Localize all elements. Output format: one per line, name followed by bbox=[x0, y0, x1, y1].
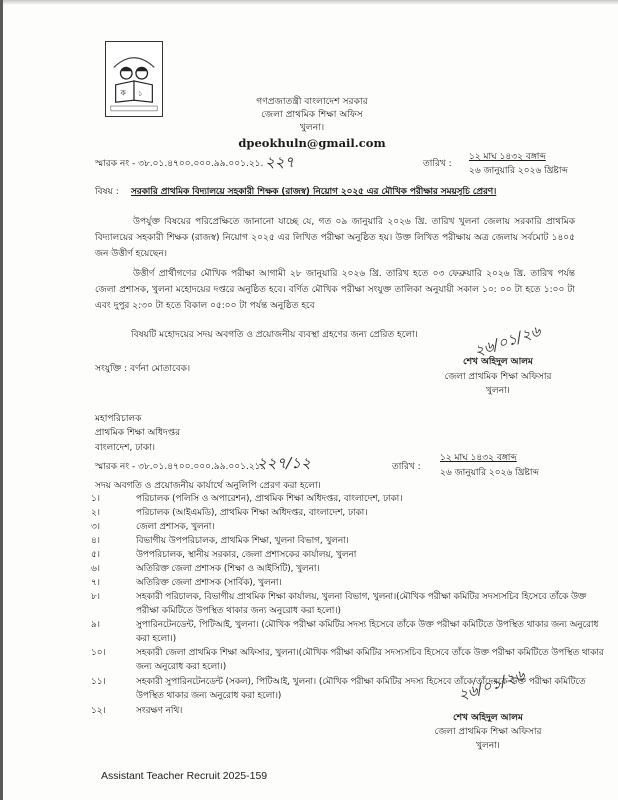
date-label: তারিখ : bbox=[423, 159, 452, 169]
signatory-city-2: খুলনা। bbox=[476, 741, 500, 751]
copy-intro: সদয় অবগতি ও প্রয়োজনীয় কার্যার্থে অনুলিপি প্রেরণ করা হলো। bbox=[95, 481, 321, 491]
body-paragraph-1: উপর্যুক্ত বিষয়ের পরিপ্রেক্ষিতে জানানো যাচ্ছে যে, গত ০৯ জানুয়ারি ২০২৬ খ্রি. তারিখ খুলনা জেলায় সরকারি প্রাথমিক বিদ্যালয়ের সহকারী শিক্ষক (রাজস্ব) নিয়োগ ২০২৫ এর লিখিত পরীক্ষা অনুষ্ঠিত হয়। উক্ত লিখিত পরীক্ষায় অত্র জেলায় সর্বমোট ১৪০৫ জন উত্তীর্ণ হয়েছেন। bbox=[95, 217, 575, 259]
memo-number: স্মারক নং - ৩৮.০১.৪৭০০.০০০.৯৯.০০১.২১. bbox=[95, 159, 264, 169]
copy-item-number: ৬। bbox=[91, 564, 100, 574]
body-paragraph-2: উত্তীর্ণ প্রার্থীগণের মৌখিক পরীক্ষা আগামী ২৮ জানুয়ারি ২০২৬ খ্রি. তারিখ হতে ০৩ ফেব্রুয়ারি ২০২৬ খ্রি. তারিখ পর্যন্ত জেলা প্রশাসক, খুলনা মহোদয়ের দপ্তরে অনুষ্ঠিত হবে। বর্ণিত মৌখিক পরীক্ষা সংযুক্ত তালিকা অনুযায়ী সকাল ১০: ০০ টা হতে ১:০০ টা এবং দুপুর ২:৩০ টা হতে বিকাল ০৫:০০ টা পর্যন্ত অনুষ্ঠিত হবে bbox=[95, 269, 575, 311]
memo-number-2: স্মারক নং - ৩৮.০১.৪৭০০.০০০.৯৯.০০১.২১. bbox=[95, 462, 264, 472]
recipient-location: বাংলাদেশ, ঢাকা। bbox=[95, 443, 156, 453]
signatory-name-2: শেখ অহিদুল আলম bbox=[453, 713, 523, 723]
scan-edge bbox=[3, 0, 618, 5]
copy-item-text: সহকারী সুপারিনটেনডেন্ট (সকল), পিটিআই, খুলনা। (মৌখিক পরীক্ষা কমিটির সদস্য হিসেবে তাঁকে/তাঁদেরকে উক্ত পরীক্ষা কমিটিতে উপস্থিত থাকার জন্য অনুরোধ করা হলো।) bbox=[136, 677, 586, 701]
office-name: জেলা প্রাথমিক শিক্ষা অফিস bbox=[261, 109, 363, 120]
office-email: dpeokhuln@gmail.com bbox=[238, 136, 386, 150]
copy-item-number: ১১। bbox=[91, 677, 106, 687]
date-english-2: ২৬ জানুয়ারি ২০২৬ খ্রিষ্টাব্দ bbox=[440, 468, 539, 478]
copy-item-text: সহকারী জেলা প্রাথমিক শিক্ষা অফিসার, খুলনা।(মৌখিক পরীক্ষা কমিটির সদস্যসচিব হিসেবে তাঁকে উক্ত পরীক্ষা কমিটিতে উপস্থিত থাকার জন্য অনুরোধ করা হলো।) bbox=[136, 648, 604, 672]
copy-item-text: সুপারিনটেনডেন্ট, পিটিআই, খুলনা। (মৌখিক পরীক্ষা কমিটির সদস্য হিসেবে তাঁকে উক্ত পরীক্ষা কমিটিতে উপস্থিত থাকার জন্য অনুরোধ করা হলো।) bbox=[136, 620, 599, 644]
recipient-office: প্রাথমিক শিক্ষা অধিদপ্তর bbox=[95, 428, 181, 438]
date-bangla-2: ১২ মাঘ ১৪৩২ বঙ্গাব্দ bbox=[440, 453, 517, 463]
copy-item-text: অতিরিক্ত জেলা প্রশাসক (শিক্ষা ও আইসিটি), খুলনা। bbox=[136, 564, 320, 574]
document-footer: Assistant Teacher Recruit 2025-159 bbox=[101, 770, 268, 782]
signatory-name: শেখ অহিদুল আলম bbox=[463, 357, 533, 367]
date-bangla: ১২ মাঘ ১৪৩২ বঙ্গাব্দ bbox=[469, 152, 546, 162]
copy-item-text: পরিচালক (আইএমডি), প্রাথমিক শিক্ষা অধিদপ্তর, বাংলাদেশ, ঢাকা। bbox=[136, 508, 368, 518]
memo-number-handwritten: ২২৭ bbox=[265, 153, 295, 171]
copy-item-number: ৮। bbox=[91, 592, 100, 602]
copy-item-text: অতিরিক্ত জেলা প্রশাসক (সার্বিক), খুলনা। bbox=[136, 578, 282, 588]
copy-item-text: পরিচালক (পলিসি ও অপারেশন), প্রাথমিক শিক্ষা অধিদপ্তর, বাংলাদেশ, ঢাকা। bbox=[136, 494, 403, 504]
handwritten-signature-2: ২৬/০১/২৬ bbox=[455, 665, 527, 705]
signatory-city: খুলনা। bbox=[486, 386, 510, 396]
copy-item-number: ১০। bbox=[91, 648, 106, 658]
copy-item-number: ৭। bbox=[91, 578, 100, 588]
signatory-designation-2: জেলা প্রাথমিক শিক্ষা অফিসার bbox=[434, 727, 542, 737]
attachment-note: সংযুক্তি : বর্ণনা মোতাবেক। bbox=[95, 364, 191, 374]
signatory-designation: জেলা প্রাথমিক শিক্ষা অফিসার bbox=[444, 372, 552, 382]
copy-item-number: ১। bbox=[91, 494, 100, 504]
copy-item-text: সহকারী পরিচালক, বিভাগীয় প্রাথমিক শিক্ষা কার্যালয়, খুলনা বিভাগ, খুলনা।(মৌখিক পরীক্ষা কমিটির সদস্যসচিব হিসেবে তাঁকে উক্ত পরীক্ষা কমিটিতে উপস্থিত থাকার জন্য অনুরোধ করা হলো।) bbox=[136, 592, 587, 616]
copy-item-number: ৪। bbox=[91, 536, 100, 546]
copy-item-number: ১২। bbox=[91, 706, 106, 716]
svg-text:ক: ক bbox=[120, 88, 126, 98]
date-label-2: তারিখ : bbox=[392, 462, 421, 472]
office-city: খুলনা। bbox=[299, 122, 325, 133]
copy-item-number: ৩। bbox=[91, 522, 100, 532]
copy-item-text: বিভাগীয় উপপরিচালক, প্রাথমিক শিক্ষা, খুলনা বিভাগ, খুলনা। bbox=[136, 536, 349, 546]
copy-item-number: ৯। bbox=[91, 620, 100, 630]
body-paragraph-3: বিষয়টি মহোদয়ের সদয় অবগতি ও প্রয়োজনীয় ব্যবস্থা গ্রহণের জন্য প্রেরিত হলো। bbox=[131, 330, 418, 340]
date-english: ২৬ জানুয়ারি ২০২৬ খ্রিষ্টাব্দ bbox=[469, 166, 568, 176]
copy-item-number: ৫। bbox=[91, 550, 100, 560]
subject-label: বিষয় : bbox=[95, 187, 119, 197]
handwritten-signature: ২৬/০১/২৬ bbox=[471, 321, 543, 361]
svg-text:১: ১ bbox=[137, 89, 143, 98]
memo-number-2-handwritten: ২২৭/১২ bbox=[257, 454, 311, 472]
subject-text: সরকারি প্রাথমিক বিদ্যালয়ে সহকারী শিক্ষক (রাজস্ব) নিয়োগ ২০২৫ এর মৌখিক পরীক্ষার সময়সূচি প্রেরণ। bbox=[131, 187, 497, 197]
recipient-title: মহাপরিচালক bbox=[95, 414, 142, 424]
copy-item-number: ২। bbox=[91, 508, 100, 518]
government-name: গণপ্রজাতন্ত্রী বাংলাদেশ সরকার bbox=[256, 96, 368, 107]
copy-item-text: উপপরিচালক, স্থানীয় সরকার, জেলা প্রশাসকের কার্যালয়, খুলনা bbox=[136, 550, 357, 560]
copy-item-text: সংরক্ষণ নথি। bbox=[136, 706, 183, 716]
copy-item-text: জেলা প্রশাসক, খুলনা। bbox=[136, 522, 215, 532]
